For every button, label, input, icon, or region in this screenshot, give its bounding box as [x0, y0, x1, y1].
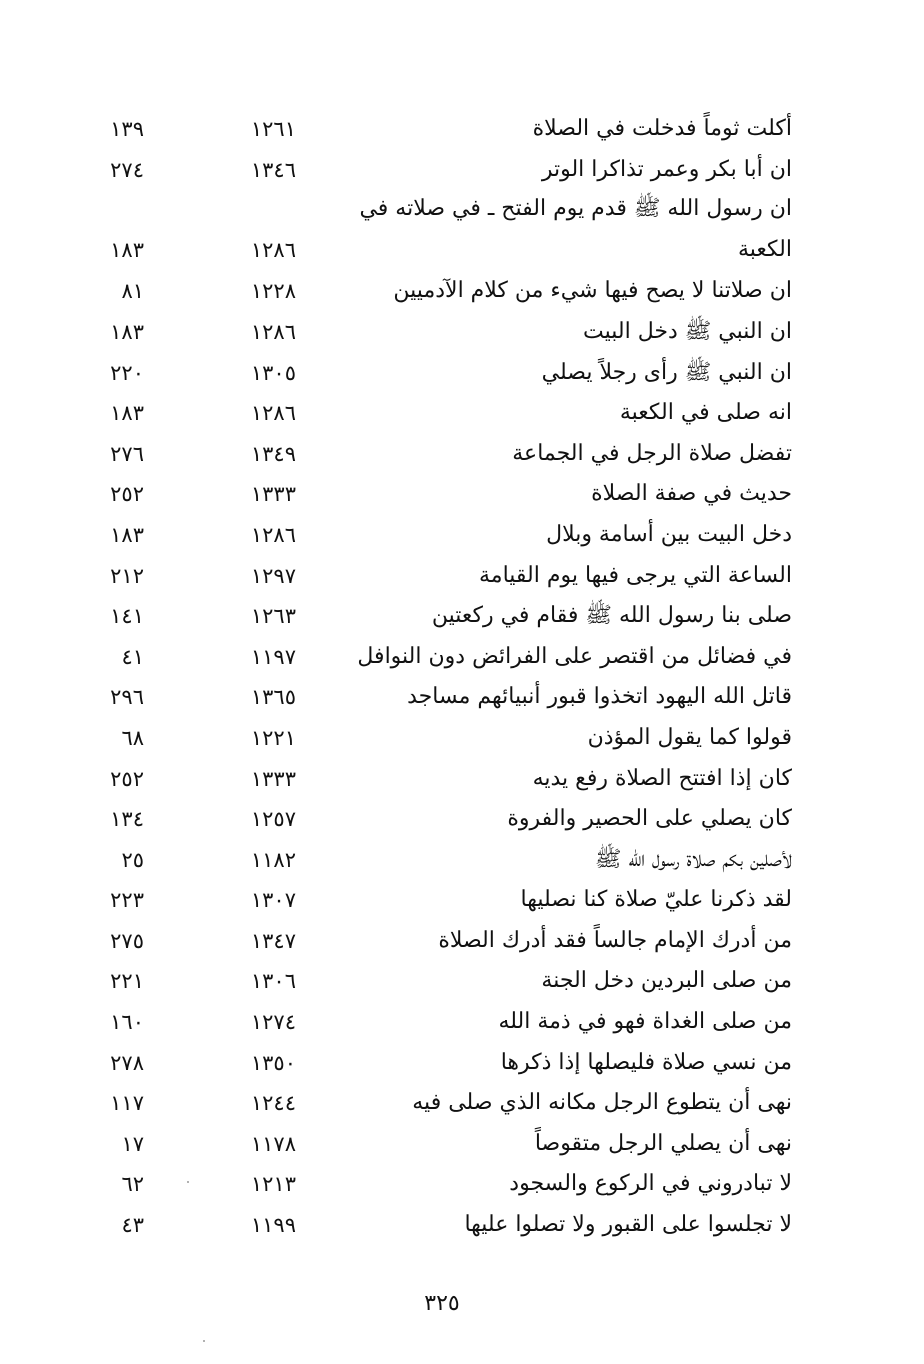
hadith-number: ١٢٨٦	[250, 522, 296, 547]
list-item	[0, 1163, 924, 1204]
hadith-number: ١٢٢١	[250, 725, 296, 750]
page-reference: ١٤١	[110, 604, 144, 629]
page-reference: ١٣٤	[110, 807, 144, 832]
hadith-title: لا تبادروني في الركوع والسجود	[509, 1171, 792, 1197]
list-item	[0, 839, 924, 880]
hadith-number: ١١٨٢	[250, 847, 296, 872]
page-reference: ١١٧	[110, 1091, 144, 1116]
hadith-title: من أدرك الإمام جالساً فقد أدرك الصلاة	[438, 927, 792, 953]
scan-speck	[203, 1340, 205, 1342]
page-number: ٣٢٥	[424, 1291, 460, 1316]
list-item	[0, 1204, 924, 1245]
hadith-title: نهى أن يتطوع الرجل مكانه الذي صلى فيه	[412, 1090, 792, 1116]
hadith-title: كان إذا افتتح الصلاة رفع يديه	[532, 765, 792, 791]
hadith-title: الساعة التي يرجى فيها يوم القيامة	[479, 562, 792, 588]
list-item	[0, 392, 924, 433]
page-reference: ٢٢٣	[110, 888, 144, 913]
hadith-title: لقد ذكرنا عليّ صلاة كنا نصليها	[520, 887, 792, 913]
list-item	[0, 149, 924, 190]
page-reference: ٢١٢	[110, 563, 144, 588]
hadith-number: ١٢٧٤	[250, 1010, 296, 1035]
hadith-number: ١٣٥٠	[250, 1050, 296, 1075]
page-reference: ٢٧٦	[110, 441, 144, 466]
hadith-title: قولوا كما يقول المؤذن	[587, 724, 792, 750]
list-item	[0, 636, 924, 677]
hadith-number: ١٢٨٦	[250, 319, 296, 344]
page-reference: ٢٢٠	[110, 360, 144, 385]
list-item	[0, 960, 924, 1001]
hadith-number: ١٣٤٦	[250, 157, 296, 182]
hadith-title: من نسي صلاة فليصلها إذا ذكرها	[500, 1049, 792, 1075]
list-item	[0, 676, 924, 717]
hadith-title: صلى بنا رسول الله ﷺ فقام في ركعتين	[431, 603, 792, 629]
page-reference: ٢٧٨	[110, 1050, 144, 1075]
hadith-title: ان النبي ﷺ دخل البيت	[583, 318, 792, 344]
list-item	[0, 311, 924, 352]
list-item	[0, 1042, 924, 1083]
hadith-number: ١١٩٩	[250, 1213, 296, 1238]
hadith-title: ان أبا بكر وعمر تذاكرا الوتر	[541, 156, 792, 182]
hadith-number: ١٣٤٧	[250, 928, 296, 953]
page-reference: ٢٥٢	[110, 482, 144, 507]
list-item	[0, 108, 924, 149]
page-reference: ٢٧٤	[110, 157, 144, 182]
hadith-number: ١٣٣٣	[250, 766, 296, 791]
hadith-number: ١٣٦٥	[250, 685, 296, 710]
page-reference: ٢٥٢	[110, 766, 144, 791]
hadith-title: كان يصلي على الحصير والفروة	[507, 806, 792, 832]
hadith-title: من صلى الغداة فهو في ذمة الله	[498, 1009, 792, 1035]
page-reference: ٢٢١	[110, 969, 144, 994]
page-reference: ١٧	[121, 1131, 144, 1156]
hadith-number: ١٢٥٧	[250, 807, 296, 832]
hadith-number: ١٢٢٨	[250, 279, 296, 304]
list-item	[0, 1123, 924, 1164]
page-reference: ١٨٣	[110, 401, 144, 426]
page-reference: ٢٧٥	[110, 928, 144, 953]
hadith-title: ان النبي ﷺ رأى رجلاً يصلي	[541, 359, 792, 385]
list-item	[0, 352, 924, 393]
page-reference: ١٣٩	[110, 117, 144, 141]
list-item	[0, 555, 924, 596]
hadith-number: ١٢٨٦	[250, 238, 296, 263]
hadith-title: من صلى البردين دخل الجنة	[541, 968, 792, 994]
hadith-number: ١٣٤٩	[250, 441, 296, 466]
list-item	[0, 189, 924, 270]
hadith-title: قاتل الله اليهود اتخذوا قبور أنبيائهم مساجد	[407, 684, 792, 710]
list-item	[0, 920, 924, 961]
page-reference: ٦٢	[121, 1172, 144, 1197]
page-reference: ١٨٣	[110, 319, 144, 344]
hadith-number: ١٣٠٦	[250, 969, 296, 994]
page-reference: ٢٩٦	[110, 685, 144, 710]
page-reference: ٦٨	[121, 725, 144, 750]
hadith-number: ١٢٤٤	[250, 1091, 296, 1116]
list-item	[0, 758, 924, 799]
hadith-title: تفضل صلاة الرجل في الجماعة	[512, 440, 792, 466]
hadith-number: ١٢١٣	[250, 1172, 296, 1197]
scan-speck	[187, 1181, 189, 1183]
hadith-title: لا تجلسوا على القبور ولا تصلوا عليها	[464, 1212, 792, 1238]
hadith-number: ١١٧٨	[250, 1131, 296, 1156]
hadith-title: حديث في صفة الصلاة	[591, 481, 792, 507]
page-reference: ١٨٣	[110, 522, 144, 547]
hadith-number: ١٢٩٧	[250, 563, 296, 588]
list-item	[0, 270, 924, 311]
hadith-title: دخل البيت بين أسامة وبلال	[546, 521, 792, 547]
page-reference: ١٨٣	[110, 238, 144, 263]
hadith-number: ١١٩٧	[250, 644, 296, 669]
hadith-number: ١٣٠٥	[250, 360, 296, 385]
hadith-number: ١٣٠٧	[250, 888, 296, 913]
page-reference: ٢٥	[121, 847, 144, 872]
hadith-title: ان رسول الله ﷺ قدم يوم الفتح ـ في صلاته في الكعبة	[359, 196, 792, 262]
list-item	[0, 473, 924, 514]
list-item	[0, 514, 924, 555]
page-reference: ٤٣	[121, 1213, 144, 1238]
hadith-number: ١٢٨٦	[250, 401, 296, 426]
list-item	[0, 1082, 924, 1123]
hadith-title: في فضائل من اقتصر على الفرائض دون النوافل	[357, 643, 792, 669]
list-item	[0, 717, 924, 758]
hadith-title: لأصلين بكم صلاة رسول الله ﷺ	[594, 846, 792, 872]
hadith-number: ١٢٦١	[250, 117, 296, 141]
page-reference: ٨١	[121, 279, 144, 304]
list-item	[0, 798, 924, 839]
hadith-title: ان صلاتنا لا يصح فيها شيء من كلام الآدميين	[393, 278, 792, 304]
list-item	[0, 595, 924, 636]
hadith-title: أكلت ثوماً فدخلت في الصلاة	[532, 116, 792, 141]
page-reference: ١٦٠	[110, 1010, 144, 1035]
list-item	[0, 879, 924, 920]
hadith-title: نهى أن يصلي الرجل متقوصاً	[534, 1130, 792, 1156]
list-item	[0, 433, 924, 474]
hadith-index-list	[0, 108, 924, 1245]
list-item	[0, 1001, 924, 1042]
hadith-number: ١٢٦٣	[250, 604, 296, 629]
hadith-title: انه صلى في الكعبة	[619, 400, 792, 426]
page-reference: ٤١	[121, 644, 144, 669]
hadith-number: ١٣٣٣	[250, 482, 296, 507]
